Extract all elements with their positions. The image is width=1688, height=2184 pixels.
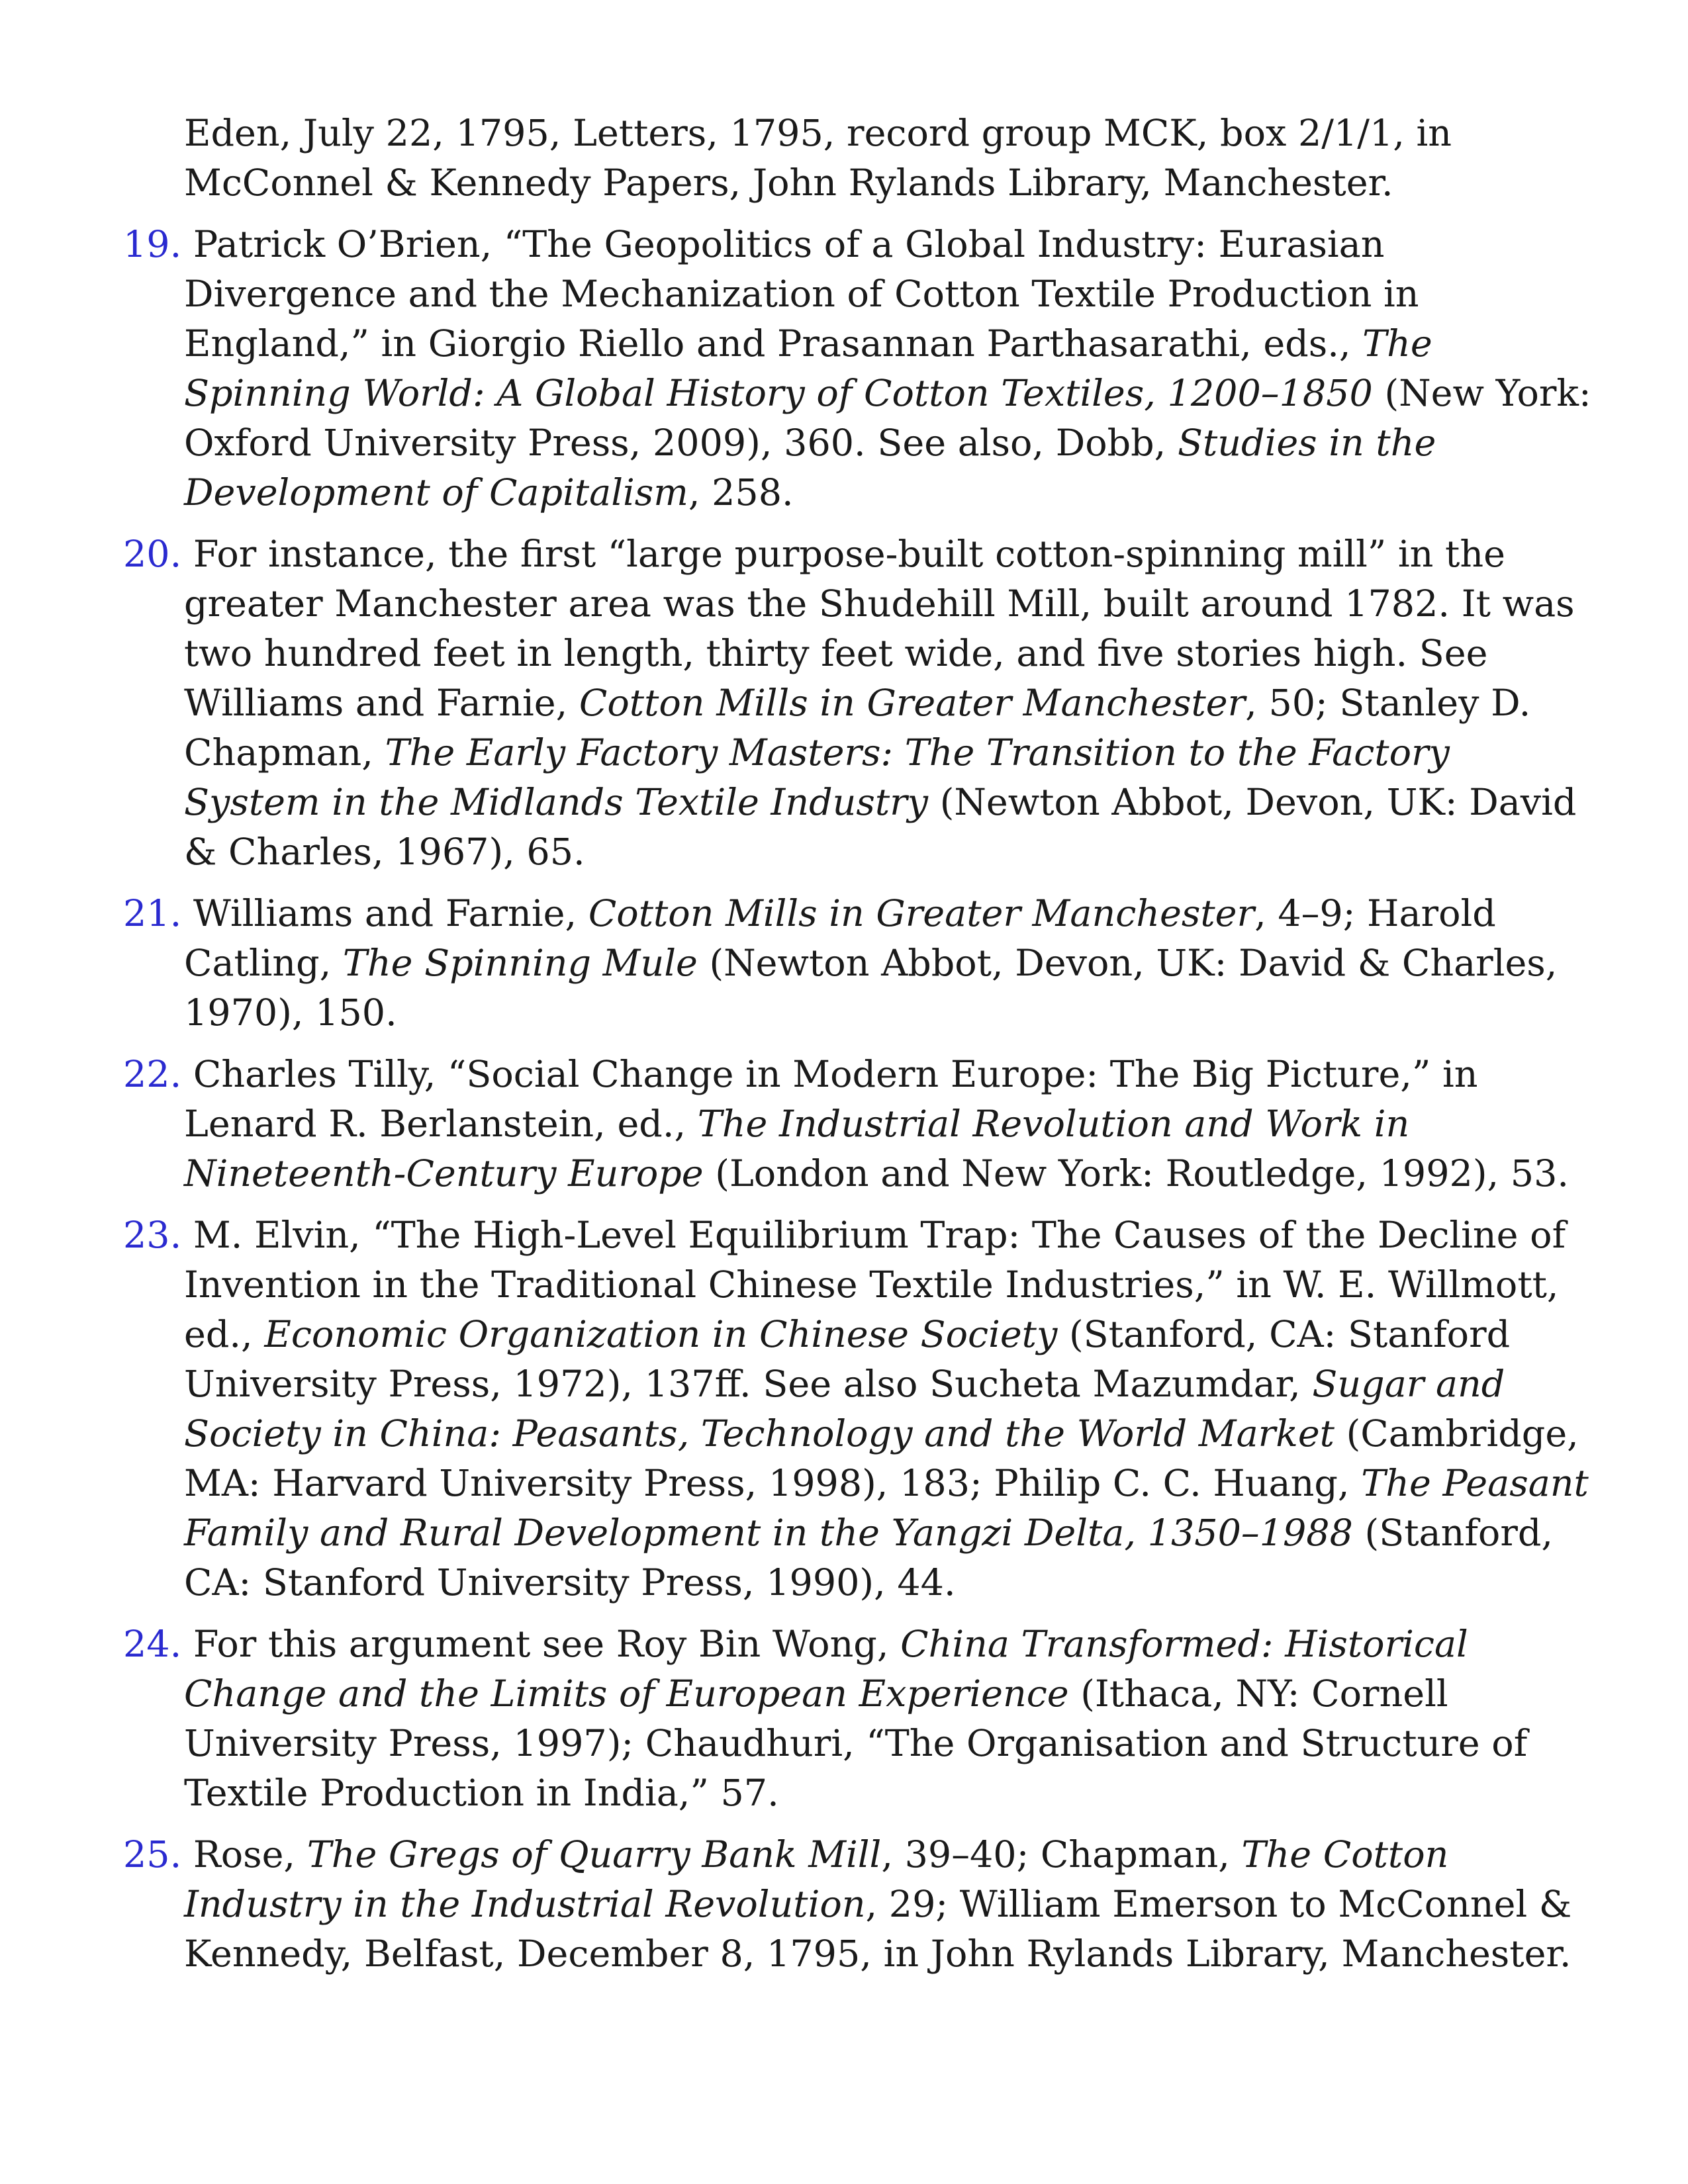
note-text: , 258. — [688, 471, 794, 514]
italic-title: Cotton Mills in Greater Manchester — [588, 892, 1255, 935]
endnote-number-link[interactable]: 20. — [123, 533, 182, 576]
italic-title: China Transformed: Historical Change and the Limits of European Experience — [184, 1623, 1468, 1715]
note-text: Eden, July 22, 1795, Letters, 1795, record group MCK, box 2/1/1, in McConnel & Kennedy Papers, John Rylands Library, Manchester. — [184, 112, 1452, 205]
italic-title: Economic Organization in Chinese Society — [264, 1313, 1058, 1356]
endnote-continuation — [123, 109, 1593, 208]
endnote — [123, 529, 1593, 877]
note-text: (Ithaca, NY: Cornell University Press, 1997); Chaudhuri, “The Organisation and Structure of Textile Production in India,” 57. — [184, 1672, 1528, 1815]
endnote-number-link[interactable]: 24. — [123, 1623, 182, 1666]
note-text: (London and New York: Routledge, 1992), 53. — [703, 1152, 1570, 1195]
italic-title: Studies in the Development of Capitalism — [184, 422, 1436, 514]
endnote — [123, 1830, 1593, 1979]
note-text: , 39–40; Chapman, — [881, 1833, 1242, 1876]
note-text: Patrick O’Brien, “The Geopolitics of a Global Industry: Eurasian Divergence and the Mechanization of Cotton Textile Production in England,” in Giorgio Riello and Prasannan Parthasarathi, eds., — [181, 223, 1419, 365]
note-text: Charles Tilly, “Social Change in Modern Europe: The Big Picture,” in Lenard R. Berlanstein, ed., — [181, 1053, 1478, 1146]
italic-title: The Industrial Revolution and Work in Nineteenth-Century Europe — [184, 1103, 1410, 1195]
note-text: , 29; William Emerson to McConnel & Kennedy, Belfast, December 8, 1795, in John Rylands Library, Manchester. — [184, 1883, 1572, 1976]
italic-title: The Spinning World: A Global History of Cotton Textiles, 1200–1850 — [184, 322, 1432, 415]
italic-title: The Cotton Industry in the Industrial Revolution — [184, 1833, 1449, 1926]
note-text: Williams and Farnie, — [181, 892, 588, 935]
italic-title: The Gregs of Quarry Bank Mill — [306, 1833, 882, 1876]
endnote — [123, 220, 1593, 518]
italic-title: Cotton Mills in Greater Manchester — [579, 682, 1246, 725]
endnote — [123, 1050, 1593, 1199]
endnote — [123, 1619, 1593, 1818]
note-text: For instance, the first “large purpose-built cotton-spinning mill” in the greater Manchester area was the Shudehill Mill, built around 1782. It was two hundred feet in length, thirty feet wide, and five stories high. See Williams and Farnie, — [181, 533, 1575, 725]
italic-title: The Early Factory Masters: The Transition to the Factory System in the Midlands Textile Industry — [184, 731, 1450, 824]
note-text: M. Elvin, “The High-Level Equilibrium Trap: The Causes of the Decline of Invention in the Traditional Chinese Textile Industries,” in W. E. Willmott, ed., — [181, 1214, 1566, 1356]
endnote-number-link[interactable]: 23. — [123, 1214, 182, 1257]
italic-title: The Spinning Mule — [342, 942, 698, 985]
endnote-number-link[interactable]: 22. — [123, 1053, 182, 1096]
note-text: For this argument see Roy Bin Wong, — [181, 1623, 901, 1666]
note-text: (Stanford, CA: Stanford University Press, 1990), 44. — [184, 1512, 1554, 1604]
endnote-number-link[interactable]: 19. — [123, 223, 182, 266]
endnote — [123, 889, 1593, 1038]
endnote — [123, 1210, 1593, 1608]
italic-title: The Peasant Family and Rural Development in the Yangzi Delta, 1350–1988 — [184, 1462, 1589, 1555]
note-text: (Cambridge, MA: Harvard University Press, 1998), 183; Philip C. C. Huang, — [184, 1412, 1579, 1505]
endnotes-page — [123, 109, 1593, 1991]
endnote-number-link[interactable]: 21. — [123, 892, 182, 935]
note-text: (New York: Oxford University Press, 2009), 360. See also, Dobb, — [184, 372, 1591, 465]
note-text: , 4–9; Harold Catling, — [184, 892, 1496, 985]
note-text: (Stanford, CA: Stanford University Press, 1972), 137ff. See also Sucheta Mazumdar, — [184, 1313, 1511, 1406]
note-text: (Newton Abbot, Devon, UK: David & Charles, 1970), 150. — [184, 942, 1558, 1034]
endnote-number-link[interactable]: 25. — [123, 1833, 182, 1876]
note-text: (Newton Abbot, Devon, UK: David & Charles, 1967), 65. — [184, 781, 1577, 874]
note-text: , 50; Stanley D. Chapman, — [184, 682, 1531, 774]
note-text: Rose, — [181, 1833, 307, 1876]
italic-title: Sugar and Society in China: Peasants, Technology and the World Market — [184, 1363, 1505, 1455]
